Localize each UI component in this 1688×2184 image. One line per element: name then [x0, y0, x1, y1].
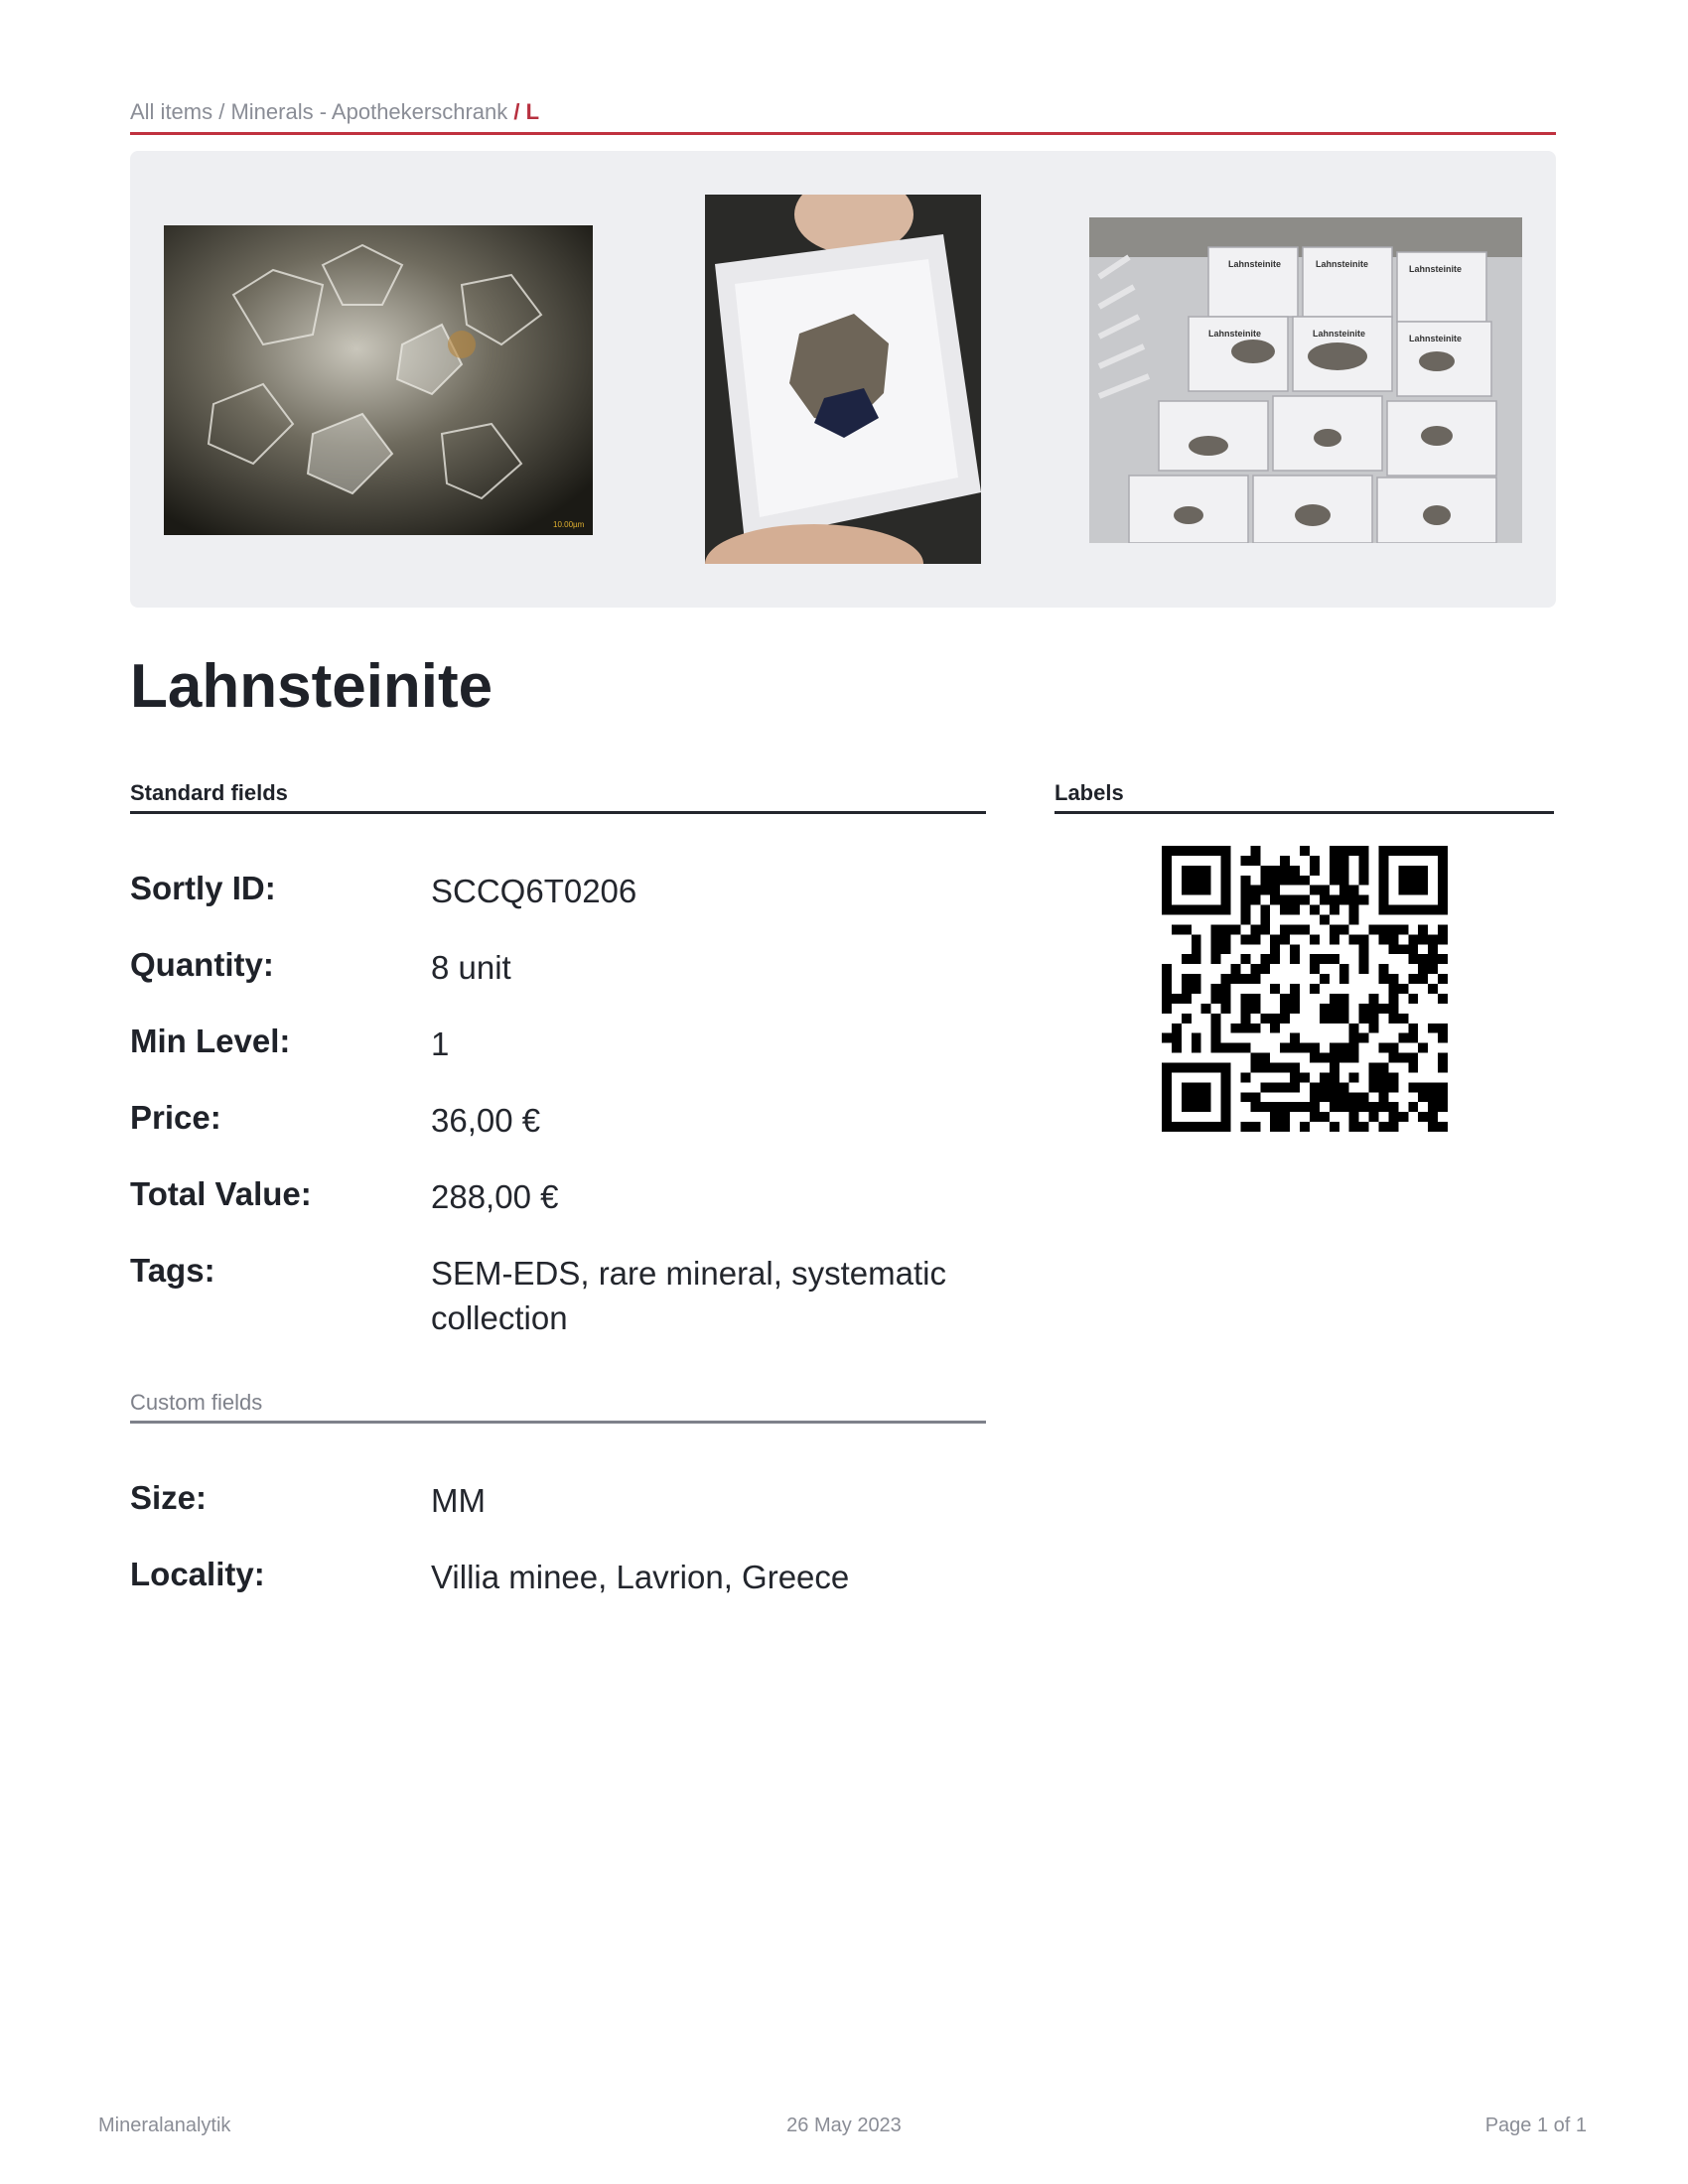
field-label: Total Value:: [130, 1175, 312, 1212]
scale-bar-label: 10.00µm: [553, 520, 585, 529]
footer-date: 26 May 2023: [786, 2115, 902, 2136]
field-label: Quantity:: [130, 946, 274, 983]
field-value: MM: [431, 1482, 486, 1519]
breadcrumb-path[interactable]: All items / Minerals - Apothekerschrank: [130, 99, 514, 124]
photo-gallery: [130, 151, 1556, 608]
crystal-macro-photo[interactable]: [164, 225, 593, 535]
standard-fields-heading: Standard fields: [130, 780, 986, 814]
specimen-box-photo[interactable]: [705, 195, 981, 564]
svg-text:Lahnsteinite: Lahnsteinite: [1409, 264, 1463, 274]
svg-text:Lahnsteinite: Lahnsteinite: [1409, 334, 1463, 343]
field-label: Tags:: [130, 1252, 215, 1289]
svg-text:Lahnsteinite: Lahnsteinite: [1316, 259, 1369, 269]
field-label: Size:: [130, 1479, 208, 1516]
custom-fields-heading: Custom fields: [130, 1390, 986, 1424]
field-value: 288,00 €: [431, 1178, 559, 1215]
svg-text:Lahnsteinite: Lahnsteinite: [1208, 329, 1262, 339]
field-value: 1: [431, 1025, 450, 1062]
specimen-boxes-photo[interactable]: [1089, 217, 1522, 543]
qr-code: [1162, 846, 1448, 1132]
breadcrumb: [130, 99, 1556, 135]
svg-text:Lahnsteinite: Lahnsteinite: [1313, 329, 1366, 339]
field-label: Min Level:: [130, 1023, 291, 1059]
field-value: SEM-EDS, rare mineral, systematic collection: [431, 1255, 946, 1336]
svg-text:Lahnsteinite: Lahnsteinite: [1228, 259, 1282, 269]
field-value: 36,00 €: [431, 1102, 541, 1139]
field-label: Price:: [130, 1099, 221, 1136]
footer-company: Mineralanalytik: [98, 2115, 231, 2136]
field-value: SCCQ6T0206: [431, 873, 637, 909]
footer-page-number: Page 1 of 1: [1484, 2115, 1587, 2136]
field-value: 8 unit: [431, 949, 511, 986]
field-label: Sortly ID:: [130, 870, 276, 906]
labels-heading: Labels: [1055, 780, 1554, 814]
item-title: Lahnsteinite: [130, 652, 493, 721]
field-label: Locality:: [130, 1556, 265, 1592]
field-value: Villia minee, Lavrion, Greece: [431, 1559, 850, 1595]
breadcrumb-current: / L: [513, 99, 540, 124]
